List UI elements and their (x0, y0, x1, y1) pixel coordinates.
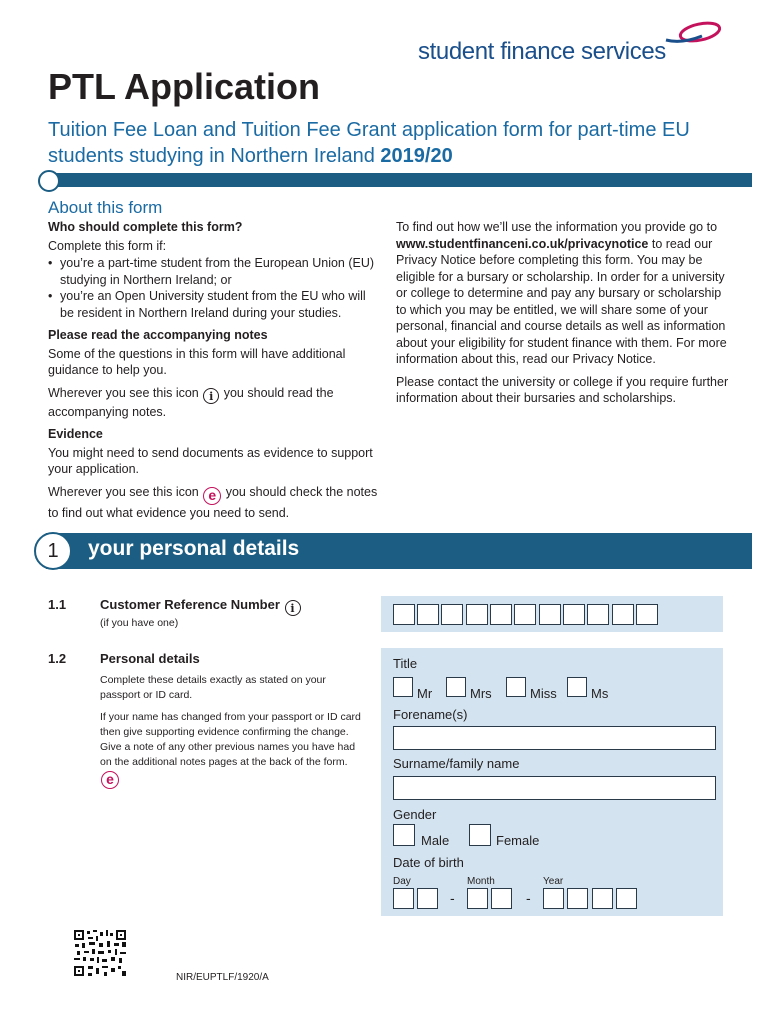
note-name-change-text: If your name has changed from your passport or ID card then give supporting evidence confirming the change. Give a note of any other previous names you have had on the additional notes pages at the back of the form. (100, 711, 361, 768)
form-subtitle (48, 117, 728, 169)
dob-separator: - (450, 890, 455, 906)
page-title: PTL Application (48, 66, 321, 107)
question-1-2-label: Personal details (100, 651, 200, 666)
crn-digit-box[interactable] (417, 604, 439, 625)
evidence-heading: Evidence (48, 427, 103, 441)
evidence-text: You might need to send documents as evidence to support your application. (48, 445, 373, 476)
surname-field[interactable] (393, 776, 716, 800)
notes-heading: Please read the accompanying notes (48, 328, 268, 342)
privacy-notice-link[interactable]: www.studentfinanceni.co.uk/privacynotice (396, 236, 649, 251)
info-icon: i (285, 600, 301, 616)
title-mr-label: Mr (417, 686, 433, 701)
info-icon-text (48, 385, 380, 421)
info-icon-text-before: Wherever you see this icon (48, 385, 199, 400)
forename-field[interactable] (393, 726, 716, 750)
crn-hint: (if you have one) (100, 617, 179, 629)
privacy-text-after: to read our Privacy Notice before completing this form. You may be eligible for a bursary or scholarship. In order for a university or college to determine and pay any bursary or scholarship to which you may be entitled, we will share some of your personal, financial and course details as well as information about your eligibility for student finance with them. For more information about this, read our Privacy Notice. (396, 236, 727, 366)
header-divider-circle (38, 170, 60, 192)
section-1-title: your personal details (88, 537, 300, 560)
eligibility-item: • you’re a part-time student from the European Union (EU) studying in Northern Ireland; or (48, 255, 380, 288)
notes-text: Some of the questions in this form will have additional guidance to help you. (48, 346, 346, 377)
title-mr-checkbox[interactable] (393, 677, 413, 697)
dob-year-box[interactable] (616, 888, 637, 909)
crn-digit-box[interactable] (587, 604, 609, 625)
privacy-text-before: To find out how we’ll use the information you provide go to (396, 220, 718, 234)
complete-if-text: Complete this form if: (48, 238, 167, 253)
eligibility-item: • you’re an Open University student from the EU who will be resident in Northern Ireland during your studies. (48, 288, 380, 321)
crn-digit-box[interactable] (563, 604, 585, 625)
surname-label: Surname/family name (393, 756, 520, 771)
crn-digit-box[interactable] (514, 604, 536, 625)
note-name-change (100, 710, 362, 789)
dob-year-box[interactable] (592, 888, 613, 909)
title-ms-checkbox[interactable] (567, 677, 587, 697)
question-1-2-number: 1.2 (48, 651, 67, 666)
barcode-icon (72, 928, 128, 978)
who-heading: Who should complete this form? (48, 220, 243, 234)
dob-year-box[interactable] (567, 888, 588, 909)
academic-year: 2019/20 (380, 145, 453, 167)
about-left-column (48, 219, 380, 527)
dob-day-label: Day (393, 876, 411, 887)
dob-month-label: Month (467, 876, 495, 887)
info-icon: i (203, 388, 219, 404)
title-ms-label: Ms (591, 686, 609, 701)
crn-digit-box[interactable] (441, 604, 463, 625)
question-1-1-label (100, 597, 302, 616)
evidence-icon-text (48, 484, 380, 522)
title-miss-label: Miss (530, 686, 557, 701)
dob-month-box[interactable] (491, 888, 512, 909)
contact-text: Please contact the university or college if you require further information about their bursaries and scholarships. (396, 374, 729, 405)
note-passport: Complete these details exactly as stated on your passport or ID card. (100, 674, 326, 701)
dob-label: Date of birth (393, 855, 464, 870)
dob-day-box[interactable] (393, 888, 414, 909)
subtitle-text: Tuition Fee Loan and Tuition Fee Grant application form for part-time EU students studying in Northern Ireland (48, 119, 690, 167)
gender-label: Gender (393, 807, 437, 822)
evidence-icon: e (101, 771, 119, 789)
crn-panel (381, 596, 723, 632)
crn-digit-box[interactable] (539, 604, 561, 625)
about-right-column (396, 219, 732, 413)
evidence-icon: e (203, 487, 221, 505)
crn-digit-box[interactable] (490, 604, 512, 625)
gender-male-checkbox[interactable] (393, 824, 415, 846)
about-section-title: About this form (48, 198, 163, 217)
personal-details-notes (100, 673, 362, 796)
dob-day-box[interactable] (417, 888, 438, 909)
dob-separator: - (526, 890, 531, 906)
gender-female-label: Female (496, 833, 540, 848)
question-1-1-number: 1.1 (48, 597, 67, 612)
info-icon-text-after: you should read the accompanying notes. (48, 385, 334, 419)
title-label: Title (393, 656, 418, 671)
title-mrs-label: Mrs (470, 686, 492, 701)
form-code: NIR/EUPTLF/1920/A (176, 972, 269, 983)
dob-year-label: Year (543, 876, 564, 887)
title-mrs-checkbox[interactable] (446, 677, 466, 697)
section-1-number: 1 (34, 532, 72, 570)
crn-digit-box[interactable] (466, 604, 488, 625)
gender-male-label: Male (421, 833, 450, 848)
crn-label-text: Customer Reference Number (100, 597, 280, 612)
eligibility-list (48, 255, 380, 321)
evidence-icon-text-before: Wherever you see this icon (48, 484, 199, 499)
dob-year-box[interactable] (543, 888, 564, 909)
title-miss-checkbox[interactable] (506, 677, 526, 697)
crn-digit-box[interactable] (636, 604, 658, 625)
dob-month-box[interactable] (467, 888, 488, 909)
crn-digit-box[interactable] (393, 604, 415, 625)
gender-female-checkbox[interactable] (469, 824, 491, 846)
privacy-text (396, 219, 732, 368)
brand-name: student finance services (418, 38, 666, 65)
personal-details-panel (381, 648, 723, 916)
header-divider-bar (46, 173, 752, 187)
evidence-icon-text-after: you should check the notes to find out what evidence you need to send. (48, 484, 378, 520)
forename-label: Forename(s) (393, 707, 468, 722)
crn-digit-box[interactable] (612, 604, 634, 625)
